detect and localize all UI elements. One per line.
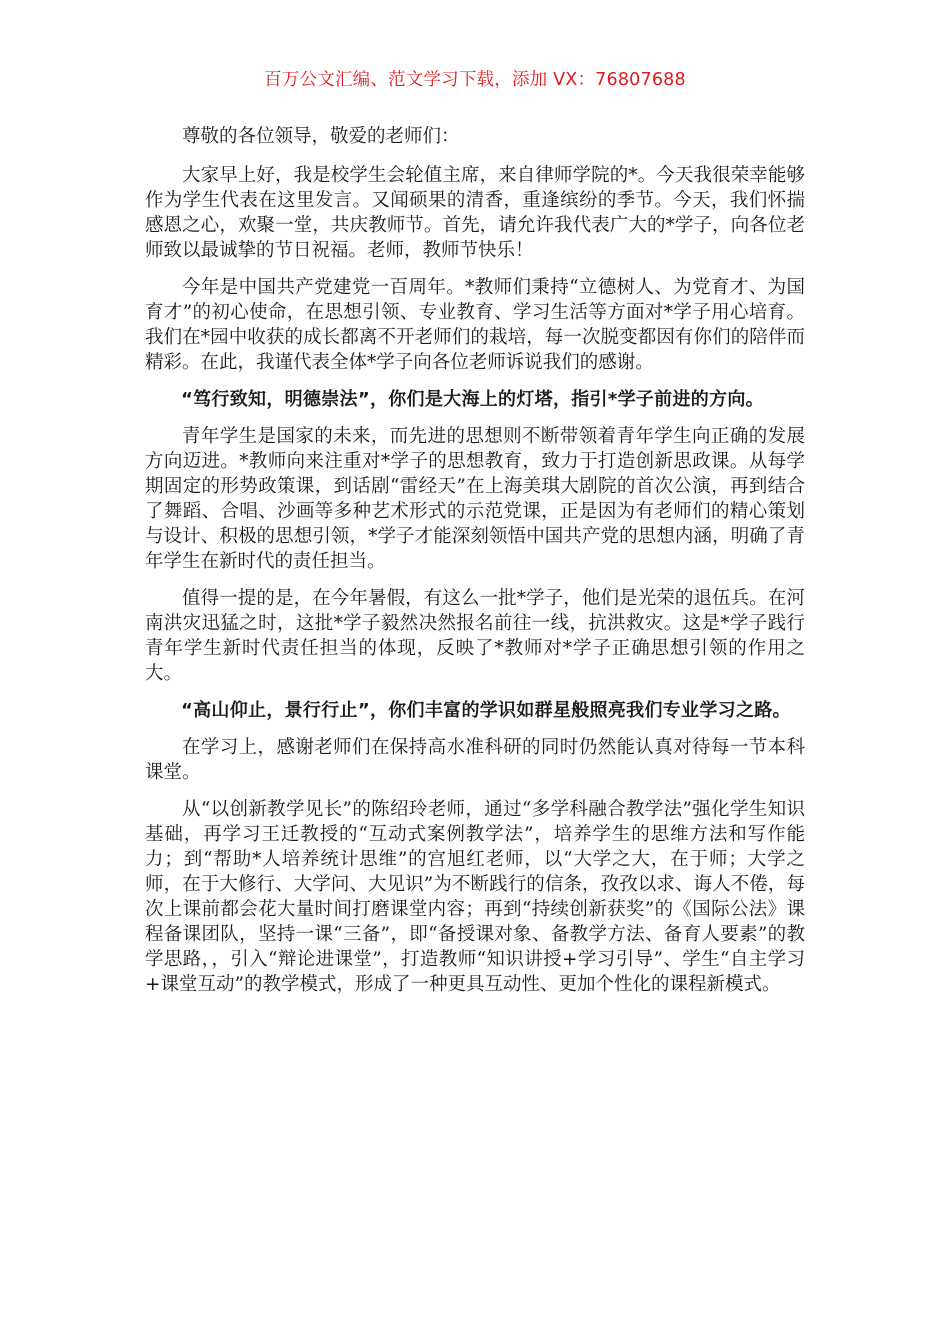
section-heading: “高山仰止，景行行止”，你们丰富的学识如群星般照亮我们专业学习之路。: [181, 700, 791, 721]
body-paragraph: 从“以创新教学见长”的陈绍玲老师，通过“多学科融合教学法”强化学生知识基础，再学习王迁教授的“互动式案例教学法”，培养学生的思维方法和写作能力；到“帮助*人培养统计思维”的宫旭红老师，以“大学之大，在于师；大学之师，在于大修行、大学问、大见识”为不断践行的信条，孜孜以求、诲人不倦，每次上课前都会花大量时间打磨课堂内容；再到“持续创新获奖”的《国际公法》课程备课团队，坚持一课“三备”，即“备授课对象、备教学方法、备育人要素”的教学思路，，引入“辩论进课堂”，打造教师“知识讲授+学习引导”、学生“自主学习+课堂互动”的教学模式，形成了一种更具互动性、更加个性化的课程新模式。: [145, 799, 805, 995]
body-paragraph: 在学习上，感谢老师们在保持高水准科研的同时仍然能认真对待每一节本科课堂。: [145, 737, 805, 783]
body-paragraph: 青年学生是国家的未来，而先进的思想则不断带领着青年学生向正确的发展方向迈进。*教师向来注重对*学子的思想教育，致力于打造创新思政课。从每学期固定的形势政策课，到话剧“雷经天”在上海美琪大剧院的首次公演，再到结合了舞蹈、合唱、沙画等多种艺术形式的示范党课，正是因为有老师们的精心策划与设计、积极的思想引领，*学子才能深刻领悟中国共产党的思想内涵，明确了青年学生在新时代的责任担当。: [145, 426, 805, 572]
body-paragraph: 今年是中国共产党建党一百周年。*教师们秉持“立德树人、为党育才、为国育才”的初心使命，在思想引领、专业教育、学习生活等方面对*学子用心培育。我们在*园中收获的成长都离不开老师们的栽培，每一次脱变都因有你们的陪伴而精彩。在此，我谨代表全体*学子向各位老师诉说我们的感谢。: [145, 277, 805, 373]
body-paragraph: 值得一提的是，在今年暑假，有这么一批*学子，他们是光荣的退伍兵。在河南洪灾迅猛之时，这批*学子毅然决然报名前往一线，抗洪救灾。这是*学子践行青年学生新时代责任担当的体现，反映了*教师对*学子正确思想引领的作用之大。: [145, 588, 805, 684]
body-paragraph: 大家早上好，我是校学生会轮值主席，来自律师学院的*。今天我很荣幸能够作为学生代表在这里发言。又闻硕果的清香，重逢缤纷的季节。今天，我们怀揣感恩之心，欢聚一堂，共庆教师节。首先，请允许我代表广大的*学子，向各位老师致以最诚挚的节日祝福。老师，教师节快乐！: [145, 165, 805, 261]
speech-body: [145, 124, 805, 1009]
section-heading: “笃行致知，明德崇法”，你们是大海上的灯塔，指引*学子前进的方向。: [181, 389, 764, 410]
download-banner: 百万公文汇编、范文学习下载，添加 VX：76807688: [264, 70, 686, 90]
greeting-paragraph: 尊敬的各位领导，敬爱的老师们：: [182, 126, 460, 147]
